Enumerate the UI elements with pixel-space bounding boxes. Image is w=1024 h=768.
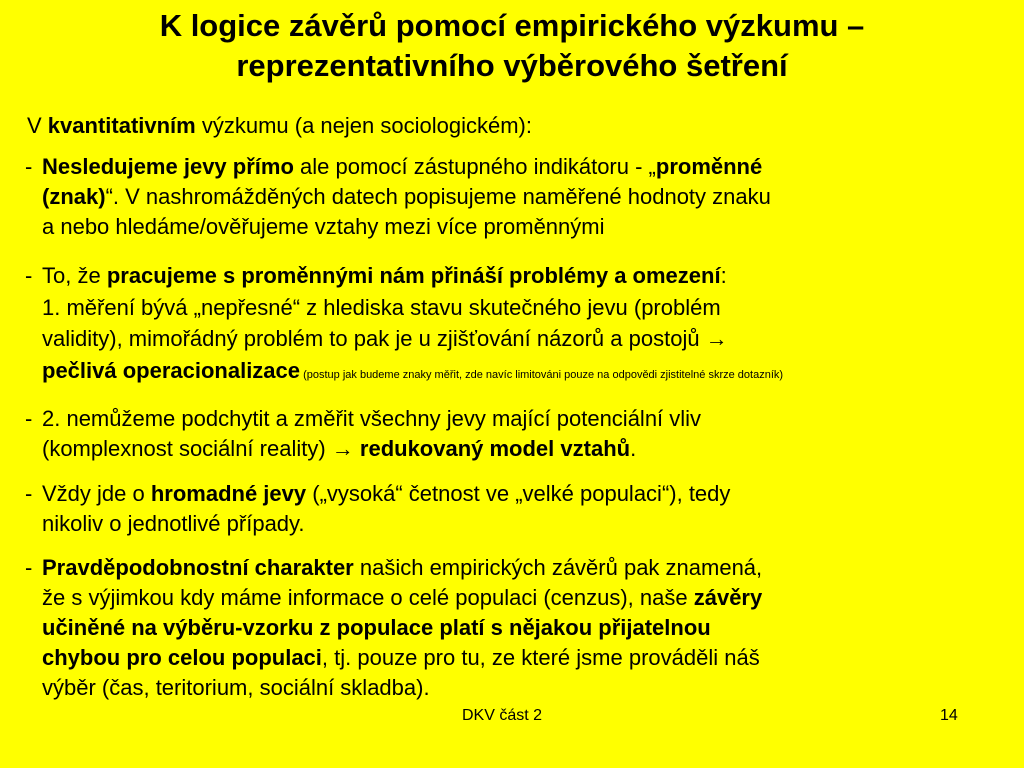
bullet-2-bold-1: pracujeme s proměnnými nám přináší problémy a omezení bbox=[106, 263, 721, 288]
bullet-5-bold-4: chybou pro celou populaci bbox=[42, 645, 322, 670]
bullet-3 bbox=[25, 404, 1022, 464]
bullet-2-line-4 bbox=[42, 355, 1022, 392]
intro-bold: kvantitativním bbox=[47, 113, 196, 138]
bullet-2-bold-2: pečlivá operacionalizace bbox=[42, 357, 301, 383]
bullet-1-line-2 bbox=[42, 182, 1022, 212]
bullet-5-text-3: , tj. pouze pro tu, ze které jsme prováděli náš bbox=[321, 645, 760, 670]
slide-title bbox=[0, 6, 1024, 86]
bullet-3-text-2: (komplexnost sociální reality) → bbox=[42, 436, 360, 461]
bullet-1-text-1: ale pomocí zástupného indikátoru - „ bbox=[293, 154, 656, 179]
slide-number: 14 bbox=[940, 707, 958, 724]
bullet-2-text-2: : bbox=[720, 263, 727, 288]
bullet-1 bbox=[25, 152, 1022, 242]
bullet-4-line-2: nikoliv o jednotlivé případy. bbox=[42, 511, 305, 536]
footer-label: DKV část 2 bbox=[462, 707, 543, 724]
bullet-4-text-2: („vysoká“ četnost ve „velké populaci“), tedy bbox=[306, 481, 731, 506]
bullet-3-text-3: . bbox=[630, 436, 637, 461]
bullet-4-text-1: Vždy jde o bbox=[42, 481, 151, 506]
bullet-dash: - bbox=[25, 154, 33, 179]
bullet-2-line-1 bbox=[42, 260, 1022, 292]
bullet-5-line-3 bbox=[42, 613, 1022, 643]
bullet-1-bold-1: Nesledujeme jevy přímo bbox=[42, 154, 294, 179]
bullet-5-line-5: výběr (čas, teritorium, sociální skladba). bbox=[42, 675, 430, 700]
bullet-5-text-2: že s výjimkou kdy máme informace o celé populaci (cenzus), naše bbox=[42, 585, 694, 610]
bullet-dash: - bbox=[25, 406, 33, 431]
bullet-4-line-1 bbox=[42, 479, 1022, 509]
bullet-2-small-note: (postup jak budeme znaky měřit, zde navíc limitováni pouze na odpovědi zjistitelné skrze dotazník) bbox=[300, 368, 784, 381]
bullet-5-line-2 bbox=[42, 583, 1022, 613]
bullet-1-text-2: “. V nashromážděných datech popisujeme naměřené hodnoty znaku bbox=[105, 184, 771, 209]
bullet-dash: - bbox=[25, 481, 33, 506]
bullet-2-line-3: validity), mimořádný problém to pak je u zjišťování názorů a postojů → bbox=[42, 326, 728, 351]
intro-suffix: výzkumu (a nejen sociologickém): bbox=[195, 113, 532, 138]
bullet-5-bold-2: závěry bbox=[693, 585, 763, 610]
intro-paragraph bbox=[27, 111, 1007, 141]
bullet-3-line-1: 2. nemůžeme podchytit a změřit všechny jevy mající potenciální vliv bbox=[42, 406, 702, 431]
bullet-1-line-1 bbox=[42, 152, 1022, 182]
bullet-1-line-3: a nebo hledáme/ověřujeme vztahy mezi více proměnnými bbox=[42, 214, 605, 239]
bullet-3-line-2 bbox=[42, 434, 1022, 464]
bullet-2-text-1: To, že bbox=[42, 263, 107, 288]
bullet-5 bbox=[25, 553, 1022, 703]
intro-prefix: V bbox=[27, 113, 48, 138]
bullet-2 bbox=[25, 260, 1022, 391]
bullet-dash: - bbox=[25, 555, 33, 580]
bullet-3-bold-1: redukovaný model vztahů bbox=[359, 436, 631, 461]
bullet-5-line-1 bbox=[42, 553, 1022, 583]
bullet-5-text-1: našich empirických závěrů pak znamená, bbox=[353, 555, 763, 580]
bullet-4 bbox=[25, 479, 1022, 539]
slide-title-line-1: K logice závěrů pomocí empirického výzkumu – bbox=[159, 8, 865, 43]
slide-title-line-2: reprezentativního výběrového šetření bbox=[236, 48, 788, 83]
bullet-4-bold-1: hromadné jevy bbox=[150, 481, 307, 506]
bullet-5-bold-1: Pravděpodobnostní charakter bbox=[42, 555, 354, 580]
bullet-1-bold-2: proměnné bbox=[655, 154, 763, 179]
bullet-dash: - bbox=[25, 263, 33, 288]
bullet-5-bold-3: učiněné na výběru-vzorku z populace platí s nějakou přijatelnou bbox=[42, 615, 711, 640]
bullet-5-line-4 bbox=[42, 643, 1022, 673]
bullet-2-line-2: 1. měření bývá „nepřesné“ z hlediska stavu skutečného jevu (problém bbox=[42, 294, 721, 320]
bullet-1-bold-3: (znak) bbox=[42, 184, 106, 209]
